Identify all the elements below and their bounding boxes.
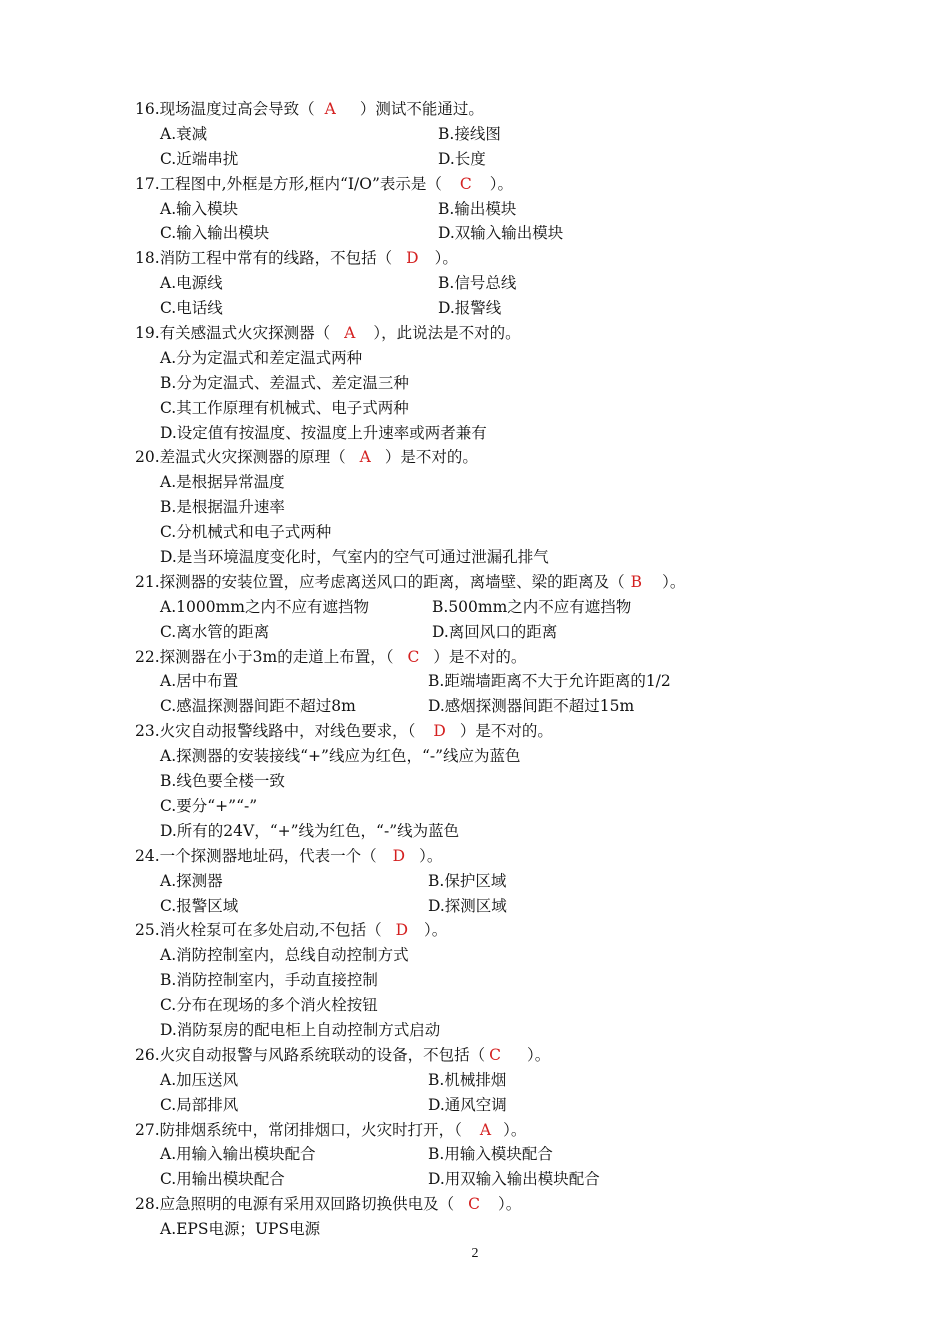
question-stem (135, 172, 855, 197)
question-stem (135, 918, 855, 943)
question-text-before: 一个探测器地址码，代表一个（ (159, 846, 377, 865)
question-text-before: 火灾自动报警与风路系统联动的设备，不包括（ (159, 1045, 486, 1064)
question-text-after: ）是不对的。 (433, 647, 527, 666)
option-row (135, 1068, 855, 1093)
option-row (135, 595, 855, 620)
answer-option: C.报警区域 (160, 896, 239, 915)
question-text-after: ），此说法是不对的。 (373, 324, 521, 343)
question-text-after: ）。 (662, 572, 686, 591)
question-number: 25. (135, 921, 160, 940)
answer-mark: C (489, 1045, 502, 1064)
question-stem (135, 321, 855, 346)
question-text-before: 火灾自动报警线路中，对线色要求，（ (159, 722, 416, 741)
option-row (135, 669, 855, 694)
question-text-before: 探测器在小于3m的走道上布置，（ (159, 647, 394, 666)
answer-option: B.机械排烟 (428, 1070, 507, 1089)
answer-option: A.用输入输出模块配合 (160, 1145, 316, 1164)
question-text-before: 差温式火灾探测器的原理（ (159, 448, 346, 467)
question-stem (135, 1192, 855, 1217)
page-number: 2 (471, 1246, 479, 1261)
question-text-after: ）。 (434, 249, 458, 268)
answer-option: A.衰减 (160, 124, 208, 143)
answer-mark: D (392, 846, 406, 865)
answer-option: B.500mm之内不应有遮挡物 (432, 597, 632, 616)
answer-mark: B (630, 572, 643, 591)
question-text-after: ）。 (419, 846, 443, 865)
option-row (135, 869, 855, 894)
answer-option: A.探测器的安装接线“+”线应为红色，“-”线应为蓝色 (160, 747, 521, 766)
question-text-after: ）。 (503, 1120, 527, 1139)
question-number: 28. (135, 1195, 160, 1214)
option-row (135, 1142, 855, 1167)
question-text-after: ）。 (489, 174, 514, 193)
answer-option: B.是根据温升速率 (160, 498, 285, 517)
answer-option: B.分为定温式、差温式、差定温三种 (160, 373, 409, 392)
question-number: 19. (135, 324, 160, 343)
answer-option: C.电话线 (160, 299, 223, 318)
answer-option: C.用输出模块配合 (160, 1170, 285, 1189)
option-row (135, 1167, 855, 1192)
answer-mark: C (468, 1195, 481, 1214)
answer-option: A.居中布置 (160, 672, 239, 691)
answer-option: A.EPS电源；UPS电源 (160, 1220, 321, 1239)
option-row (135, 197, 855, 222)
option-row (135, 694, 855, 719)
question-number: 24. (135, 846, 160, 865)
question-text-after: ）是不对的。 (384, 448, 478, 467)
answer-option: A.输入模块 (160, 199, 239, 218)
question-stem (135, 645, 855, 670)
answer-mark: D (395, 921, 409, 940)
answer-mark: A (479, 1120, 492, 1139)
answer-option: A.加压送风 (160, 1070, 239, 1089)
answer-option: C.离水管的距离 (160, 622, 270, 641)
answer-option: D.所有的24V，“+”线为红色，“-”线为蓝色 (160, 821, 460, 840)
question-text-after: ）。 (424, 921, 448, 940)
question-number: 17. (135, 174, 160, 193)
answer-option: C.近端串扰 (160, 149, 239, 168)
answer-option: B.保护区域 (428, 871, 507, 890)
question-text-after: ）是不对的。 (459, 722, 553, 741)
question-text-after: ）测试不能通过。 (359, 100, 484, 118)
answer-option: A.探测器 (160, 871, 223, 890)
answer-option: D.双输入输出模块 (438, 224, 564, 243)
option-row (135, 271, 855, 296)
option-row (135, 620, 855, 645)
answer-option: D.长度 (438, 149, 486, 168)
answer-option: C.输入输出模块 (160, 224, 270, 243)
question-number: 23. (135, 722, 160, 741)
option-row (135, 122, 855, 147)
answer-option: B.输出模块 (438, 199, 517, 218)
question-stem (135, 97, 855, 122)
answer-option: D.离回风口的距离 (432, 622, 558, 641)
answer-option: D.报警线 (438, 299, 502, 318)
option-row (135, 221, 855, 246)
question-text-before: 消防工程中常有的线路，不包括（ (159, 249, 393, 268)
answer-mark: D (406, 249, 419, 268)
question-number: 20. (135, 448, 160, 467)
answer-option: B.信号总线 (438, 274, 517, 293)
answer-option: B.线色要全楼一致 (160, 772, 285, 791)
question-list (135, 97, 855, 1242)
question-stem (135, 1118, 855, 1143)
option-row (135, 1093, 855, 1118)
question-text-before: 现场温度过高会导致（ (159, 100, 315, 118)
question-number: 18. (135, 249, 160, 268)
question-text-after: ）。 (498, 1195, 522, 1214)
answer-option: C.分机械式和电子式两种 (160, 523, 332, 542)
answer-mark: C (459, 174, 472, 193)
question-text-before: 工程图中,外框是方形,框内“I/O”表示是（ (159, 174, 442, 193)
question-number: 16. (135, 100, 160, 118)
question-text-before: 有关感温式火灾探测器（ (159, 324, 331, 343)
answer-option: C.局部排风 (160, 1095, 239, 1114)
question-text-before: 消火栓泵可在多处启动,不包括（ (159, 921, 382, 940)
answer-option: A.消防控制室内，总线自动控制方式 (160, 946, 409, 965)
answer-option: D.消防泵房的配电柜上自动控制方式启动 (160, 1020, 441, 1039)
answer-option: D.探测区域 (428, 896, 507, 915)
answer-mark: A (344, 324, 356, 343)
answer-mark: A (359, 448, 371, 467)
answer-option: D.是当环境温度变化时，气室内的空气可通过泄漏孔排气 (160, 548, 549, 567)
question-number: 22. (135, 647, 160, 666)
answer-option: D.设定值有按温度、按温度上升速率或两者兼有 (160, 423, 487, 442)
question-text-before: 应急照明的电源有采用双回路切换供电及（ (159, 1195, 455, 1214)
answer-option: C.要分“+”“-” (160, 796, 258, 815)
question-number: 27. (135, 1120, 160, 1139)
answer-option: C.分布在现场的多个消火栓按钮 (160, 996, 378, 1015)
answer-option: B.用输入模块配合 (428, 1145, 553, 1164)
answer-option: A.1000mm之内不应有遮挡物 (160, 597, 369, 616)
question-stem (135, 246, 855, 271)
answer-option: A.分为定温式和差定温式两种 (160, 348, 363, 367)
question-text-after: ）。 (527, 1045, 551, 1064)
question-stem (135, 445, 855, 470)
question-stem (135, 719, 855, 744)
answer-option: C.其工作原理有机械式、电子式两种 (160, 398, 409, 417)
question-stem (135, 570, 855, 595)
answer-option: D.用双输入输出模块配合 (428, 1170, 600, 1189)
answer-option: A.是根据异常温度 (160, 473, 285, 492)
answer-option: C.感温探测器间距不超过8m (160, 697, 356, 716)
question-number: 26. (135, 1045, 160, 1064)
answer-mark: A (324, 100, 336, 118)
answer-option: B.距端墙距离不大于允许距离的1/2 (428, 672, 671, 691)
answer-option: A.电源线 (160, 274, 223, 293)
question-number: 21. (135, 572, 160, 591)
option-row (135, 147, 855, 172)
question-stem (135, 844, 855, 869)
answer-mark: D (433, 722, 446, 741)
answer-mark: C (407, 647, 420, 666)
answer-option: B.消防控制室内，手动直接控制 (160, 971, 378, 990)
question-text-before: 探测器的安装位置，应考虑离送风口的距离，离墙壁、梁的距离及（ (159, 572, 625, 591)
answer-option: D.感烟探测器间距不超过15m (428, 697, 635, 716)
answer-option: D.通风空调 (428, 1095, 507, 1114)
question-text-before: 防排烟系统中，常闭排烟口，火灾时打开，（ (159, 1120, 462, 1139)
question-stem (135, 1043, 855, 1068)
option-row (135, 296, 855, 321)
option-row (135, 894, 855, 919)
answer-option: B.接线图 (438, 124, 501, 143)
